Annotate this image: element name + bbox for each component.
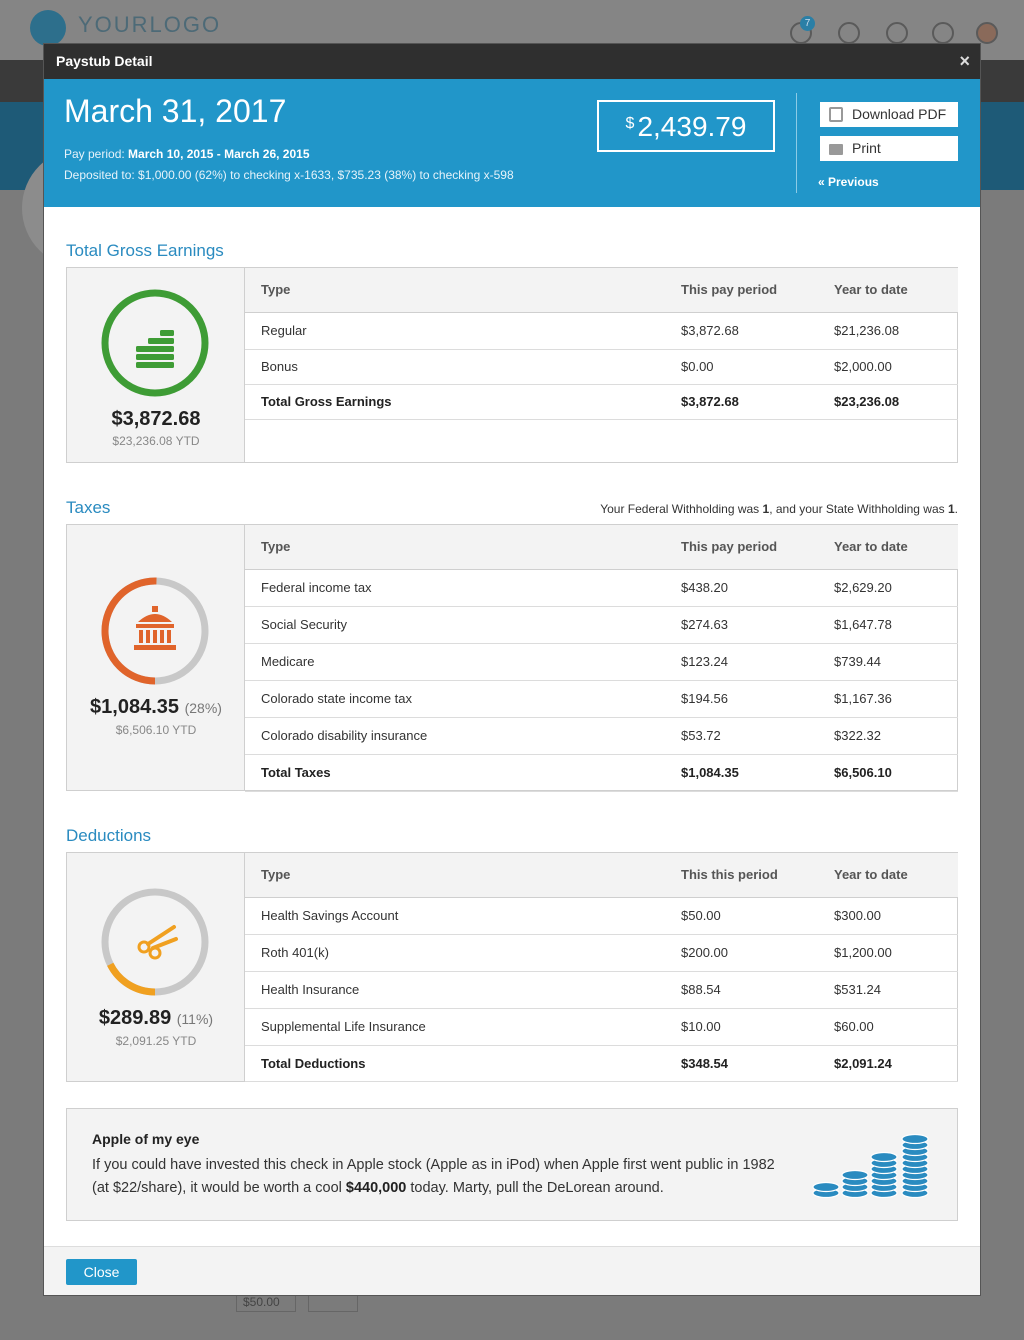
taxes-card bbox=[66, 524, 958, 791]
earnings-title: Total Gross Earnings bbox=[66, 241, 224, 260]
pay-period: Pay period: March 10, 2015 - March 26, 2015 bbox=[64, 147, 310, 161]
deductions-ring bbox=[100, 887, 210, 997]
divider bbox=[796, 93, 797, 193]
taxes-ring bbox=[100, 576, 210, 686]
previous-link[interactable]: « Previous bbox=[818, 175, 879, 189]
deductions-title: Deductions bbox=[66, 826, 152, 845]
total-row: Total Taxes $1,084.35 $6,506.10 bbox=[245, 754, 958, 791]
table-row: Colorado disability insurance $53.72 $322.32 bbox=[245, 717, 958, 754]
earnings-ytd: $23,236.08 YTD bbox=[112, 434, 200, 448]
deductions-card bbox=[66, 852, 958, 1082]
earnings-summary bbox=[67, 268, 245, 462]
taxes-summary bbox=[67, 525, 245, 790]
close-icon[interactable]: × bbox=[959, 51, 970, 71]
logo-icon bbox=[30, 10, 66, 46]
table-header: Type This this period Year to date bbox=[245, 853, 958, 897]
table-row: Health Insurance $88.54 $531.24 bbox=[245, 971, 958, 1008]
paystub-summary bbox=[44, 79, 980, 207]
deductions-percent: (11%) bbox=[176, 1011, 214, 1027]
modal-footer bbox=[44, 1246, 980, 1295]
printer-icon bbox=[829, 144, 843, 155]
money-stack-icon bbox=[136, 330, 174, 368]
taxes-title: Taxes bbox=[66, 498, 111, 517]
fact-title: Apple of my eye bbox=[92, 1131, 200, 1147]
table-row: Social Security $274.63 $1,647.78 bbox=[245, 606, 958, 643]
deductions-summary bbox=[67, 853, 245, 1081]
deposit-info: Deposited to: $1,000.00 (62%) to checking x-1633, $735.23 (38%) to checking x-598 bbox=[64, 168, 514, 182]
withholding-note: Your Federal Withholding was 1, and your State Withholding was 1. bbox=[600, 502, 958, 516]
background-unit-toggle bbox=[308, 1292, 358, 1312]
download-icon bbox=[829, 107, 843, 122]
apple-fun-fact bbox=[66, 1108, 958, 1221]
table-row: Health Savings Account $50.00 $300.00 bbox=[245, 897, 958, 934]
table-row: Regular $3,872.68 $21,236.08 bbox=[245, 312, 958, 349]
pay-date: March 31, 2017 bbox=[64, 93, 287, 129]
table-row: Medicare $123.24 $739.44 bbox=[245, 643, 958, 680]
notification-badge: 7 bbox=[800, 16, 815, 31]
taxes-amount: $1,084.35 (28%) bbox=[90, 696, 222, 718]
paystub-modal bbox=[44, 44, 980, 1295]
table-row: Bonus $0.00 $2,000.00 bbox=[245, 349, 958, 384]
close-button[interactable]: Close bbox=[66, 1259, 137, 1285]
table-row: Colorado state income tax $194.56 $1,167.36 bbox=[245, 680, 958, 717]
modal-title: Paystub Detail bbox=[56, 53, 153, 69]
net-pay-amount: $ 2,439.79 bbox=[597, 100, 775, 152]
print-button[interactable]: Print bbox=[820, 136, 958, 161]
deductions-amount: $289.89 (11%) bbox=[98, 1007, 214, 1029]
deductions-table bbox=[245, 853, 958, 1082]
earnings-table bbox=[245, 268, 958, 420]
fact-text: If you could have invested this check in Apple stock (Apple as in iPod) when Apple first went public in 1982 (at $22/share), it would be worth a cool $440,000 today. Marty, pull the DeLorean around. bbox=[92, 1157, 775, 1196]
table-header: Type This pay period Year to date bbox=[245, 525, 958, 569]
background-amount-field: $50.00 bbox=[236, 1292, 296, 1312]
earnings-ring bbox=[100, 288, 210, 398]
earnings-card bbox=[66, 267, 958, 463]
table-row: Roth 401(k) $200.00 $1,200.00 bbox=[245, 934, 958, 971]
help-icon[interactable] bbox=[932, 22, 954, 44]
modal-header bbox=[44, 44, 980, 79]
taxes-percent: (28%) bbox=[184, 700, 222, 716]
taxes-table bbox=[245, 525, 958, 792]
avatar[interactable] bbox=[976, 22, 998, 44]
pay-period-value: March 10, 2015 - March 26, 2015 bbox=[128, 147, 310, 161]
scissors-icon bbox=[139, 927, 176, 958]
earnings-amount: $3,872.68 bbox=[111, 408, 201, 430]
gear-icon[interactable] bbox=[886, 22, 908, 44]
total-row: Total Deductions $348.54 $2,091.24 bbox=[245, 1045, 958, 1081]
total-row: Total Gross Earnings $3,872.68 $23,236.08 bbox=[245, 384, 958, 419]
currency-symbol: $ bbox=[625, 115, 635, 132]
logo-text: YOURLOGO bbox=[78, 12, 222, 37]
download-pdf-button[interactable]: Download PDF bbox=[820, 102, 958, 127]
cloud-icon[interactable] bbox=[838, 22, 860, 44]
deductions-ytd: $2,091.25 YTD bbox=[115, 1034, 197, 1048]
coin-stacks-icon bbox=[812, 1131, 934, 1201]
government-building-icon bbox=[134, 606, 176, 650]
table-header: Type This pay period Year to date bbox=[245, 268, 958, 312]
fact-highlight: $440,000 bbox=[345, 1180, 407, 1196]
taxes-ytd: $6,506.10 YTD bbox=[115, 723, 197, 737]
table-row: Supplemental Life Insurance $10.00 $60.00 bbox=[245, 1008, 958, 1045]
table-row: Federal income tax $438.20 $2,629.20 bbox=[245, 569, 958, 606]
